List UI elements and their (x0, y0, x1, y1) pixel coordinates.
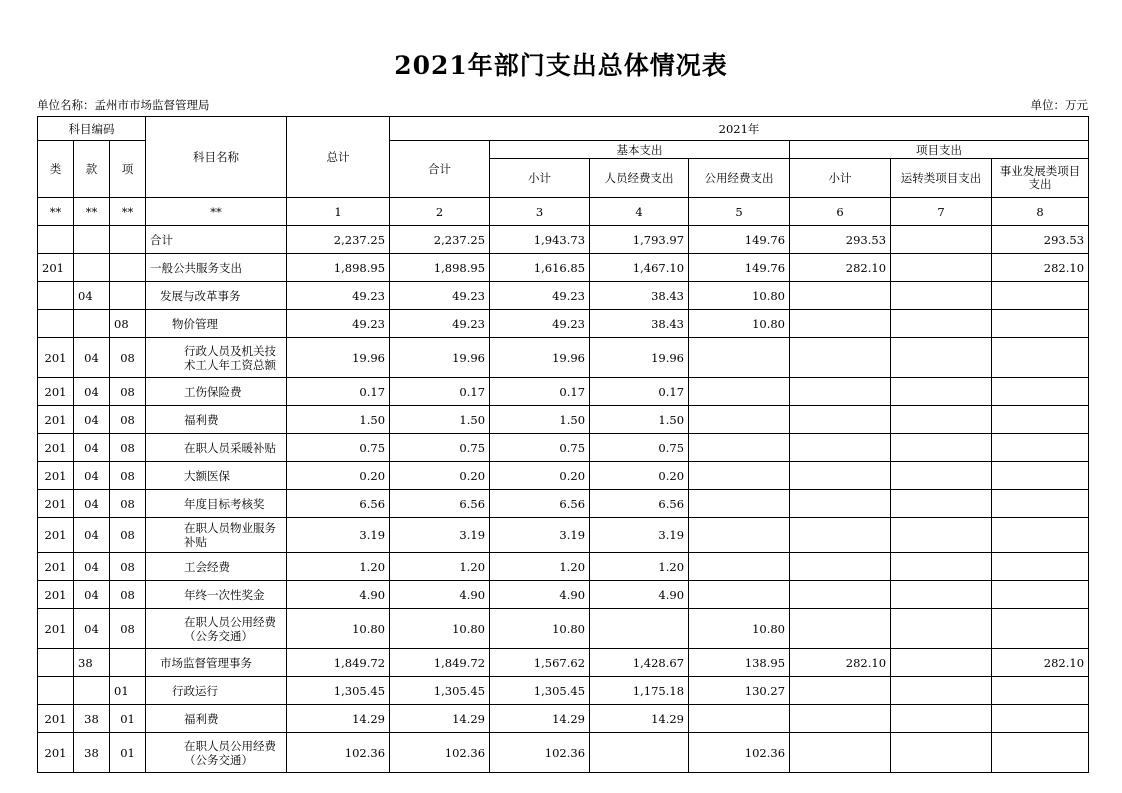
row-personnel: 1,428.67 (590, 649, 689, 677)
row-kuan (74, 254, 110, 282)
table-row (38, 581, 1089, 609)
row-project-subtotal (790, 462, 891, 490)
row-development: 282.10 (992, 649, 1089, 677)
row-total: 1,305.45 (287, 677, 390, 705)
row-personnel (590, 733, 689, 773)
row-sum: 1.50 (390, 406, 490, 434)
row-public (689, 338, 790, 378)
row-development (992, 310, 1089, 338)
row-personnel: 14.29 (590, 705, 689, 733)
row-subject-name: 在职人员公用经费（公务交通） (146, 609, 287, 649)
row-sum: 0.75 (390, 434, 490, 462)
row-lei (38, 226, 74, 254)
row-total: 1,898.95 (287, 254, 390, 282)
row-project-subtotal (790, 553, 891, 581)
row-transfer (891, 733, 992, 773)
row-project-subtotal (790, 705, 891, 733)
index-cell: ** (74, 198, 110, 226)
row-project-subtotal (790, 406, 891, 434)
row-public (689, 490, 790, 518)
row-sum: 1,305.45 (390, 677, 490, 705)
header-development: 事业发展类项目支出 (992, 159, 1089, 198)
row-sum: 49.23 (390, 282, 490, 310)
row-kuan: 04 (74, 581, 110, 609)
row-subject-name: 工伤保险费 (146, 378, 287, 406)
row-development (992, 553, 1089, 581)
row-transfer (891, 649, 992, 677)
index-cell: ** (146, 198, 287, 226)
row-kuan (74, 226, 110, 254)
unit-name: 单位名称：孟州市市场监督管理局 (37, 98, 210, 112)
row-lei: 201 (38, 705, 74, 733)
row-kuan: 04 (74, 518, 110, 553)
row-kuan: 04 (74, 609, 110, 649)
row-lei (38, 677, 74, 705)
row-xiang: 08 (110, 310, 146, 338)
table-row (38, 378, 1089, 406)
row-kuan: 04 (74, 462, 110, 490)
row-basic-subtotal: 19.96 (490, 338, 590, 378)
row-subject-name: 行政运行 (146, 677, 287, 705)
row-personnel: 3.19 (590, 518, 689, 553)
row-basic-subtotal: 4.90 (490, 581, 590, 609)
index-cell: 2 (390, 198, 490, 226)
row-xiang: 08 (110, 406, 146, 434)
row-subject-name: 合计 (146, 226, 287, 254)
row-subject-name: 年度目标考核奖 (146, 490, 287, 518)
row-lei: 201 (38, 378, 74, 406)
row-subject-name: 一般公共服务支出 (146, 254, 287, 282)
row-transfer (891, 609, 992, 649)
row-sum: 1.20 (390, 553, 490, 581)
index-cell: 6 (790, 198, 891, 226)
index-cell: 4 (590, 198, 689, 226)
table-row (38, 282, 1089, 310)
table-row (38, 518, 1089, 553)
row-project-subtotal (790, 733, 891, 773)
row-basic-subtotal: 0.17 (490, 378, 590, 406)
header-xiang: 项 (110, 141, 146, 198)
row-subject-name: 工会经费 (146, 553, 287, 581)
row-personnel: 19.96 (590, 338, 689, 378)
row-xiang: 08 (110, 553, 146, 581)
row-lei (38, 649, 74, 677)
index-row (38, 198, 1089, 226)
header-transfer: 运转类项目支出 (891, 159, 992, 198)
row-kuan (74, 677, 110, 705)
table-row (38, 434, 1089, 462)
row-total: 6.56 (287, 490, 390, 518)
row-sum: 0.17 (390, 378, 490, 406)
header-year-group: 2021年 (390, 117, 1089, 141)
row-project-subtotal (790, 282, 891, 310)
header-project-subtotal: 小计 (790, 159, 891, 198)
row-transfer (891, 553, 992, 581)
row-project-subtotal (790, 518, 891, 553)
row-subject-name: 在职人员公用经费（公务交通） (146, 733, 287, 773)
header-basic-subtotal: 小计 (490, 159, 590, 198)
row-lei: 201 (38, 462, 74, 490)
table-row (38, 462, 1089, 490)
row-total: 2,237.25 (287, 226, 390, 254)
row-public (689, 581, 790, 609)
header-kuan: 款 (74, 141, 110, 198)
row-lei: 201 (38, 733, 74, 773)
row-subject-name: 行政人员及机关技术工人年工资总额 (146, 338, 287, 378)
row-transfer (891, 338, 992, 378)
row-sum: 1,849.72 (390, 649, 490, 677)
row-development (992, 338, 1089, 378)
row-personnel: 38.43 (590, 282, 689, 310)
row-kuan: 04 (74, 406, 110, 434)
row-project-subtotal (790, 581, 891, 609)
row-transfer (891, 254, 992, 282)
row-personnel: 1,175.18 (590, 677, 689, 705)
row-kuan: 04 (74, 338, 110, 378)
row-project-subtotal (790, 378, 891, 406)
row-xiang (110, 254, 146, 282)
table-header (38, 117, 1089, 226)
table-row (38, 490, 1089, 518)
row-basic-subtotal: 1.20 (490, 553, 590, 581)
row-project-subtotal (790, 434, 891, 462)
index-cell: 8 (992, 198, 1089, 226)
expenditure-table (37, 116, 1089, 773)
index-cell: 3 (490, 198, 590, 226)
row-total: 1.20 (287, 553, 390, 581)
row-public: 10.80 (689, 282, 790, 310)
row-development (992, 518, 1089, 553)
row-subject-name: 在职人员采暖补贴 (146, 434, 287, 462)
row-personnel: 0.17 (590, 378, 689, 406)
row-project-subtotal (790, 677, 891, 705)
row-basic-subtotal: 0.20 (490, 462, 590, 490)
row-basic-subtotal: 6.56 (490, 490, 590, 518)
header-subject-name: 科目名称 (146, 117, 287, 198)
header-basic-group: 基本支出 (490, 141, 790, 159)
row-transfer (891, 581, 992, 609)
row-lei: 201 (38, 338, 74, 378)
row-basic-subtotal: 1,616.85 (490, 254, 590, 282)
row-total: 3.19 (287, 518, 390, 553)
row-transfer (891, 518, 992, 553)
row-public: 149.76 (689, 226, 790, 254)
header-lei: 类 (38, 141, 74, 198)
row-lei (38, 310, 74, 338)
page-title: 2021年部门支出总体情况表 (394, 51, 728, 80)
row-basic-subtotal: 10.80 (490, 609, 590, 649)
row-basic-subtotal: 49.23 (490, 282, 590, 310)
row-total: 49.23 (287, 282, 390, 310)
index-cell: ** (110, 198, 146, 226)
row-project-subtotal: 282.10 (790, 649, 891, 677)
row-lei: 201 (38, 434, 74, 462)
header-code-group: 科目编码 (38, 117, 146, 141)
row-kuan: 38 (74, 705, 110, 733)
row-sum: 4.90 (390, 581, 490, 609)
row-total: 102.36 (287, 733, 390, 773)
row-project-subtotal: 293.53 (790, 226, 891, 254)
table-row (38, 609, 1089, 649)
row-transfer (891, 310, 992, 338)
row-public: 10.80 (689, 609, 790, 649)
row-lei: 201 (38, 254, 74, 282)
table-row (38, 705, 1089, 733)
row-sum: 10.80 (390, 609, 490, 649)
row-public (689, 406, 790, 434)
table-row (38, 406, 1089, 434)
row-total: 1.50 (287, 406, 390, 434)
row-personnel (590, 609, 689, 649)
row-project-subtotal (790, 609, 891, 649)
row-project-subtotal (790, 338, 891, 378)
row-personnel: 1,467.10 (590, 254, 689, 282)
unit-label: 单位：万元 (1030, 98, 1088, 112)
row-xiang: 01 (110, 677, 146, 705)
row-sum: 1,898.95 (390, 254, 490, 282)
row-development (992, 609, 1089, 649)
index-cell: ** (38, 198, 74, 226)
row-transfer (891, 462, 992, 490)
row-total: 0.17 (287, 378, 390, 406)
row-subject-name: 物价管理 (146, 310, 287, 338)
table-row (38, 226, 1089, 254)
row-public (689, 462, 790, 490)
table-row (38, 310, 1089, 338)
header-total: 总计 (287, 117, 390, 198)
table-row (38, 649, 1089, 677)
index-cell: 1 (287, 198, 390, 226)
row-kuan: 04 (74, 282, 110, 310)
row-basic-subtotal: 1,305.45 (490, 677, 590, 705)
row-total: 1,849.72 (287, 649, 390, 677)
row-development (992, 581, 1089, 609)
row-kuan (74, 310, 110, 338)
row-personnel: 4.90 (590, 581, 689, 609)
row-sum: 0.20 (390, 462, 490, 490)
row-basic-subtotal: 14.29 (490, 705, 590, 733)
row-lei: 201 (38, 406, 74, 434)
table-row (38, 254, 1089, 282)
row-basic-subtotal: 0.75 (490, 434, 590, 462)
row-personnel: 1.50 (590, 406, 689, 434)
row-sum: 3.19 (390, 518, 490, 553)
row-public: 149.76 (689, 254, 790, 282)
index-cell: 5 (689, 198, 790, 226)
row-transfer (891, 378, 992, 406)
row-basic-subtotal: 1.50 (490, 406, 590, 434)
index-cell: 7 (891, 198, 992, 226)
table-row (38, 338, 1089, 378)
row-subject-name: 福利费 (146, 406, 287, 434)
row-lei: 201 (38, 553, 74, 581)
row-xiang: 08 (110, 581, 146, 609)
row-sum: 102.36 (390, 733, 490, 773)
row-kuan: 04 (74, 490, 110, 518)
row-subject-name: 年终一次性奖金 (146, 581, 287, 609)
row-public: 10.80 (689, 310, 790, 338)
row-sum: 19.96 (390, 338, 490, 378)
row-subject-name: 大额医保 (146, 462, 287, 490)
row-project-subtotal (790, 310, 891, 338)
row-sum: 14.29 (390, 705, 490, 733)
row-lei: 201 (38, 518, 74, 553)
row-public (689, 518, 790, 553)
row-basic-subtotal: 49.23 (490, 310, 590, 338)
row-development (992, 490, 1089, 518)
row-kuan: 04 (74, 378, 110, 406)
row-development (992, 406, 1089, 434)
row-personnel: 1,793.97 (590, 226, 689, 254)
row-public (689, 434, 790, 462)
row-total: 0.20 (287, 462, 390, 490)
row-transfer (891, 490, 992, 518)
table-row (38, 733, 1089, 773)
row-total: 14.29 (287, 705, 390, 733)
row-basic-subtotal: 1,943.73 (490, 226, 590, 254)
row-development: 282.10 (992, 254, 1089, 282)
row-total: 0.75 (287, 434, 390, 462)
row-project-subtotal (790, 490, 891, 518)
row-personnel: 0.20 (590, 462, 689, 490)
row-xiang (110, 226, 146, 254)
row-personnel: 38.43 (590, 310, 689, 338)
row-public (689, 378, 790, 406)
row-kuan: 04 (74, 553, 110, 581)
row-total: 10.80 (287, 609, 390, 649)
header-sum: 合计 (390, 141, 490, 198)
row-xiang: 08 (110, 434, 146, 462)
row-lei: 201 (38, 581, 74, 609)
row-xiang (110, 282, 146, 310)
row-development (992, 282, 1089, 310)
row-kuan: 38 (74, 733, 110, 773)
row-subject-name: 发展与改革事务 (146, 282, 287, 310)
row-sum: 49.23 (390, 310, 490, 338)
table-row (38, 677, 1089, 705)
row-personnel: 6.56 (590, 490, 689, 518)
row-public: 102.36 (689, 733, 790, 773)
row-transfer (891, 282, 992, 310)
row-transfer (891, 677, 992, 705)
row-transfer (891, 406, 992, 434)
row-basic-subtotal: 3.19 (490, 518, 590, 553)
row-xiang: 01 (110, 705, 146, 733)
row-xiang: 08 (110, 518, 146, 553)
row-transfer (891, 226, 992, 254)
row-development (992, 462, 1089, 490)
row-kuan: 04 (74, 434, 110, 462)
table-row (38, 553, 1089, 581)
row-public (689, 553, 790, 581)
row-xiang: 08 (110, 609, 146, 649)
row-development (992, 705, 1089, 733)
row-sum: 2,237.25 (390, 226, 490, 254)
header-personnel: 人员经费支出 (590, 159, 689, 198)
row-xiang (110, 649, 146, 677)
row-development (992, 733, 1089, 773)
row-subject-name: 在职人员物业服务补贴 (146, 518, 287, 553)
row-total: 49.23 (287, 310, 390, 338)
row-development (992, 677, 1089, 705)
row-public: 138.95 (689, 649, 790, 677)
row-kuan: 38 (74, 649, 110, 677)
row-xiang: 01 (110, 733, 146, 773)
row-basic-subtotal: 1,567.62 (490, 649, 590, 677)
row-development: 293.53 (992, 226, 1089, 254)
row-personnel: 1.20 (590, 553, 689, 581)
row-xiang: 08 (110, 462, 146, 490)
table-body (38, 226, 1089, 773)
header-public: 公用经费支出 (689, 159, 790, 198)
row-project-subtotal: 282.10 (790, 254, 891, 282)
row-total: 19.96 (287, 338, 390, 378)
row-xiang: 08 (110, 378, 146, 406)
row-xiang: 08 (110, 338, 146, 378)
row-subject-name: 市场监督管理事务 (146, 649, 287, 677)
row-basic-subtotal: 102.36 (490, 733, 590, 773)
row-lei: 201 (38, 490, 74, 518)
row-transfer (891, 705, 992, 733)
row-personnel: 0.75 (590, 434, 689, 462)
header-project-group: 项目支出 (790, 141, 1089, 159)
row-development (992, 434, 1089, 462)
row-xiang: 08 (110, 490, 146, 518)
row-lei (38, 282, 74, 310)
row-public: 130.27 (689, 677, 790, 705)
row-development (992, 378, 1089, 406)
row-transfer (891, 434, 992, 462)
row-lei: 201 (38, 609, 74, 649)
row-subject-name: 福利费 (146, 705, 287, 733)
row-total: 4.90 (287, 581, 390, 609)
row-public (689, 705, 790, 733)
row-sum: 6.56 (390, 490, 490, 518)
